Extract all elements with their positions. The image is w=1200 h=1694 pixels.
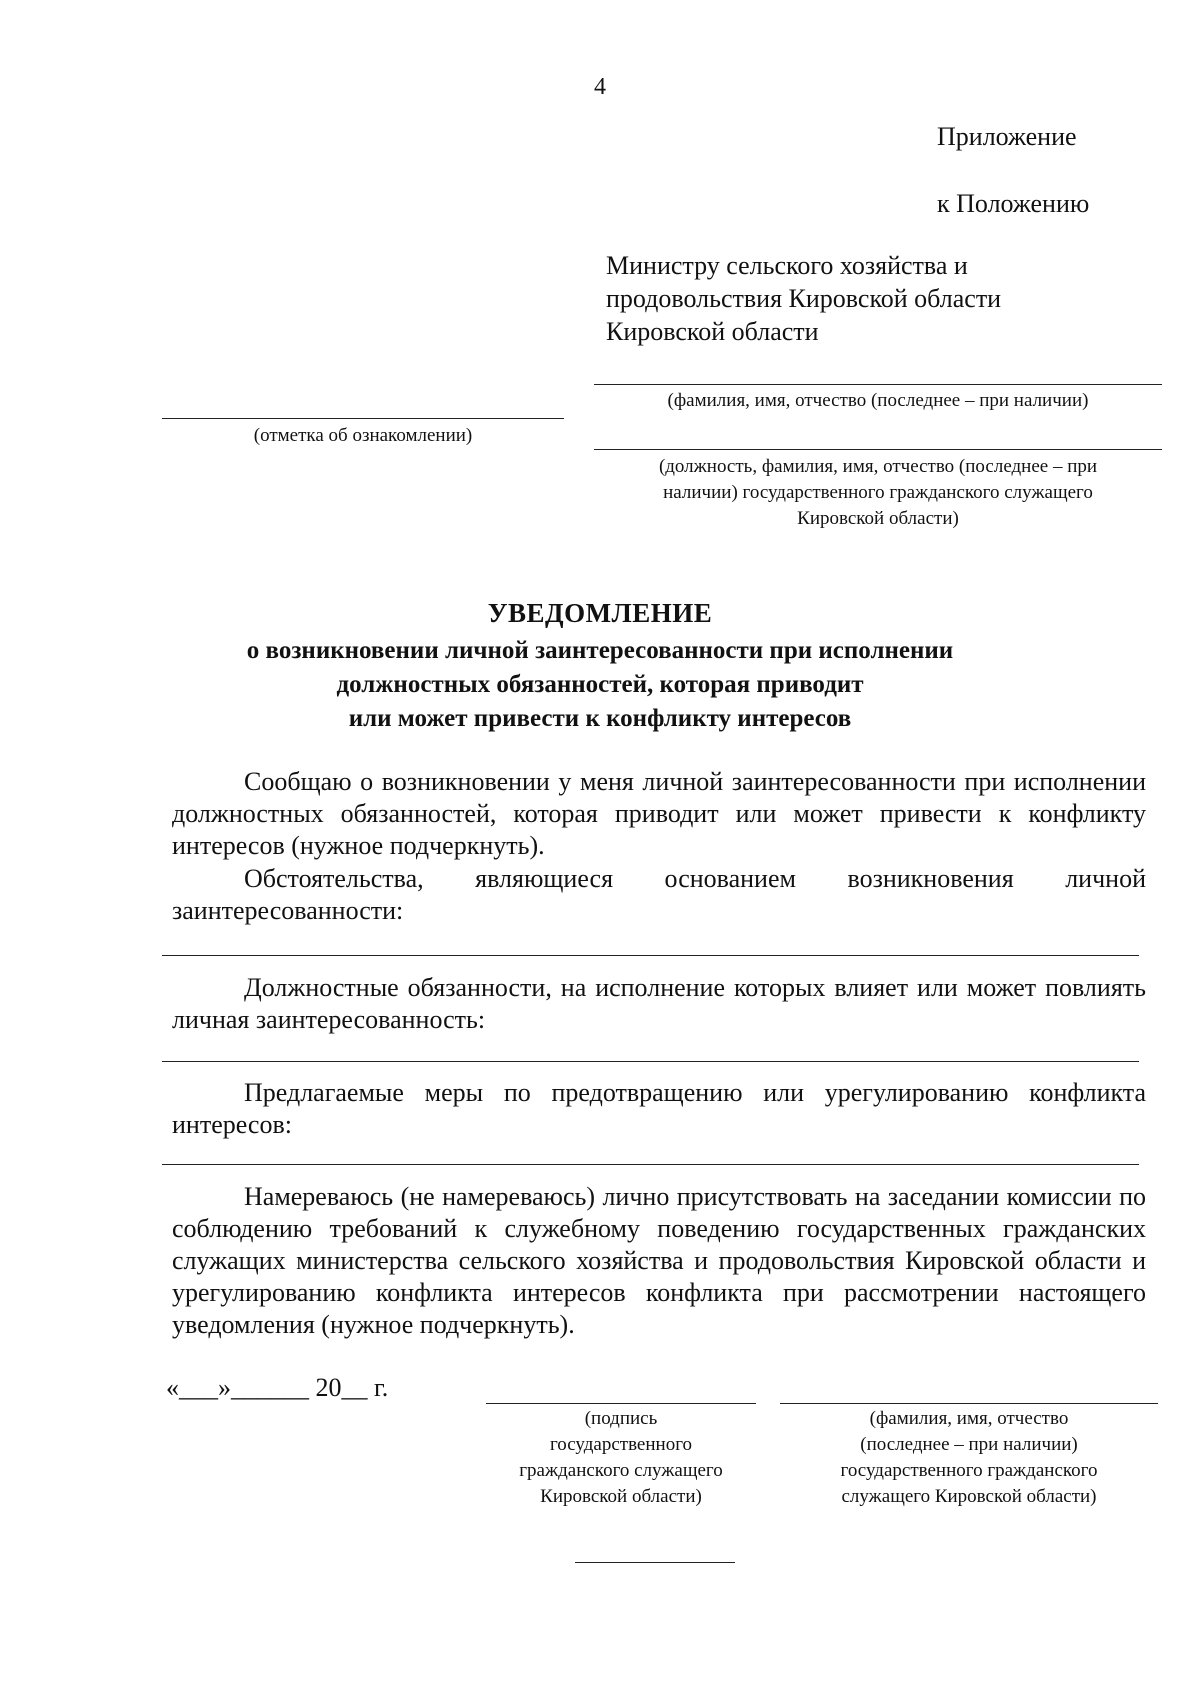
duties-fill-line (162, 1061, 1139, 1062)
addressee-block (606, 249, 1166, 348)
servant-fio-caption (780, 1406, 1158, 1510)
subtitle-line-2: должностных обязанностей, которая приводит (336, 671, 864, 698)
paragraph-attendance: Намереваюсь (не намереваюсь) лично присутствовать на заседании комиссии по соблюдению требований к служебному поведению государственных гражданских служащих министерства сельского хозяйства и продовольствия Кировской области и урегулированию конфликта интересов конфликта при рассмотрении настоящего уведомления (нужное подчеркнуть). (172, 1182, 1146, 1339)
paragraph-duties: Должностные обязанности, на исполнение которых влияет или может повлиять личная заинтересованность: (172, 973, 1146, 1034)
paragraph-notification: Сообщаю о возникновении у меня личной заинтересованности при исполнении должностных обязанностей, которая приводит или может привести к конфликту интересов (нужное подчеркнуть). (172, 767, 1146, 860)
fio-caption-line-4: служащего Кировской области) (841, 1486, 1097, 1507)
closing-divider (575, 1562, 735, 1563)
document-subtitle (0, 634, 1200, 736)
circumstances-fill-line (162, 955, 1139, 956)
signature-caption-line-4: Кировской области) (540, 1486, 702, 1507)
paragraph-measures: Предлагаемые меры по предотвращению или урегулированию конфликта интересов: (172, 1078, 1146, 1139)
measures-fill-line (162, 1164, 1139, 1165)
appendix-label: Приложение (937, 122, 1077, 151)
signature-caption-line-1: (подпись (584, 1408, 658, 1429)
signature-caption (486, 1406, 756, 1510)
minister-fio-caption: (фамилия, имя, отчество (последнее – при наличии) (667, 390, 1089, 411)
acknowledgement-line (162, 418, 564, 419)
acknowledgement-caption: (отметка об ознакомлении) (253, 425, 473, 446)
document-title: УВЕДОМЛЕНИЕ (487, 598, 713, 628)
subtitle-line-1: о возникновении личной заинтересованности при исполнении (246, 637, 954, 664)
servant-caption-line-3: Кировской области) (797, 508, 959, 529)
servant-fio-line (780, 1403, 1158, 1404)
addressee-line-1: Министру сельского хозяйства и (606, 251, 968, 280)
fio-caption-line-3: государственного гражданского (840, 1460, 1098, 1481)
appendix-reference: к Положению (937, 189, 1090, 218)
page-number: 4 (594, 74, 606, 100)
signature-line (486, 1403, 756, 1404)
signature-caption-line-3: гражданского служащего (519, 1460, 723, 1481)
signature-caption-line-2: государственного (549, 1434, 693, 1455)
addressee-line-2: продовольствия Кировской области (606, 284, 1002, 313)
minister-fio-line (594, 384, 1162, 385)
servant-caption-line-1: (должность, фамилия, имя, отчество (последнее – при (658, 456, 1098, 477)
fio-caption-line-1: (фамилия, имя, отчество (869, 1408, 1069, 1429)
servant-info-line (594, 449, 1162, 450)
addressee-line-3: Кировской области (606, 317, 819, 346)
servant-info-caption (594, 454, 1162, 532)
servant-caption-line-2: наличии) государственного гражданского служащего (663, 482, 1093, 503)
paragraph-circumstances: Обстоятельства, являющиеся основанием возникновения личной заинтересованности: (172, 864, 1146, 925)
date-field: «___»______ 20__ г. (166, 1373, 389, 1402)
subtitle-line-3: или может привести к конфликту интересов (348, 705, 852, 732)
fio-caption-line-2: (последнее – при наличии) (860, 1434, 1078, 1455)
